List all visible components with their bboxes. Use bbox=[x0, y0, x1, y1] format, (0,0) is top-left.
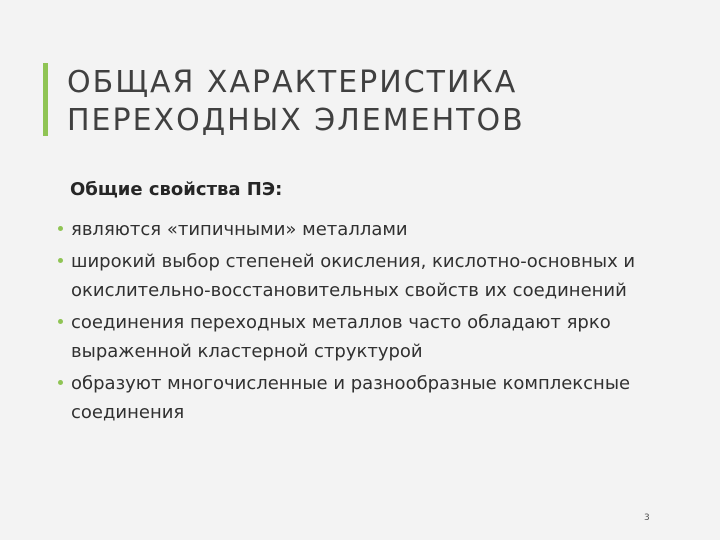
bullet-text: образуют многочисленные и разнообразные комплексные соединения bbox=[71, 373, 631, 423]
slide-title-line-1: ОБЩАЯ ХАРАКТЕРИСТИКА bbox=[67, 65, 518, 100]
bullet-item bbox=[56, 308, 656, 366]
slide-title-line-2: ПЕРЕХОДНЫХ ЭЛЕМЕНТОВ bbox=[67, 103, 525, 138]
bullet-text: соединения переходных металлов часто обладают ярко выраженной кластерной структурой bbox=[71, 312, 611, 362]
bullet-list bbox=[56, 215, 656, 430]
bullet-icon bbox=[58, 226, 63, 231]
bullet-icon bbox=[58, 258, 63, 263]
bullet-item bbox=[56, 215, 656, 244]
bullet-icon bbox=[58, 380, 63, 385]
bullet-item bbox=[56, 369, 656, 427]
slide-title bbox=[67, 64, 525, 140]
bullet-icon bbox=[58, 319, 63, 324]
title-accent-bar bbox=[43, 63, 48, 136]
bullet-text: широкий выбор степеней окисления, кислотно-основных и окислительно-восстановительных свойств их соединений bbox=[71, 251, 636, 301]
subtitle: Общие свойства ПЭ: bbox=[70, 179, 283, 200]
bullet-item bbox=[56, 247, 656, 305]
bullet-text: являются «типичными» металлами bbox=[71, 219, 408, 240]
page-number: 3 bbox=[644, 513, 650, 523]
